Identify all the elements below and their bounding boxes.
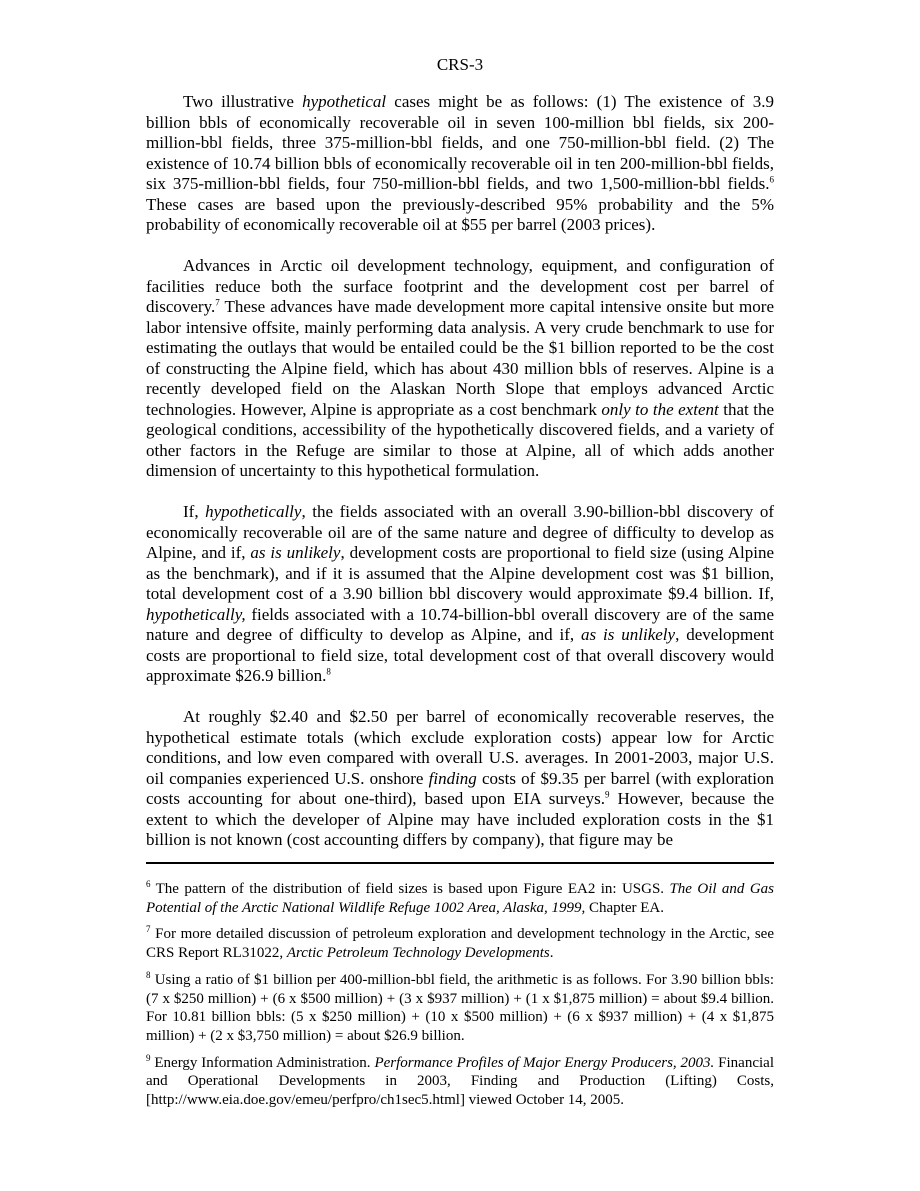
paragraph-2: Advances in Arctic oil development technology, equipment, and configuration of facilities reduce both the surface footprint and the development cost per barrel of discovery.$^7$ These advances have made development more capital intensive onsite but more labor intensive offsite, mainly performing data analysis. A very crude benchmark to use for estimating the outlays that would be entailed could be the $1 billion reported to be the cost of constructing the Alpine field, which has about 430 million bbls of reserves. Alpine is a recently developed field on the Alaskan North Slope that employs advanced Arctic technologies. However, Alpine is appropriate as a cost benchmark only to the extent that the geological conditions, accessibility of the hypothetically discovered fields, and a variety of other factors in the Refuge are similar to those at Alpine, all of which adds another dimension of uncertainty to this hypothetical formulation. (146, 256, 775, 480)
paragraph-1: Two illustrative hypothetical cases might be as follows: (1) The existence of 3.9 billion bbls of economically recoverable oil in seven 100-million bbl fields, six 200-million-bbl fields, three 375-million-bbl fields, and one 750-million-bbl field. (2) The existence of 10.74 billion bbls of economically recoverable oil in ten 200-million-bbl fields, six 375-million-bbl fields, four 750-million-bbl fields, and two 1,500-million-bbl fields.$^6$ These cases are based upon the previously-described 95% probability and the 5% probability of economically recoverable oil at $55 per barrel (2003 prices). (146, 92, 774, 234)
body-text (146, 92, 774, 871)
footnotes (146, 880, 774, 1118)
page-header (0, 55, 920, 75)
paragraph-4: At roughly $2.40 and $2.50 per barrel of economically recoverable reserves, the hypothetical estimate totals (which exclude exploration costs) appear low for Arctic conditions, and low even compared with overall U.S. averages. In 2001-2003, major U.S. oil companies experienced U.S. onshore finding costs of $9.35 per barrel (with exploration costs accounting for about one-third), based upon EIA surveys.$^9$ However, because the extent to which the developer of Alpine may have included exploration costs in the $1 billion is not known (cost accounting differs by company), that figure may be (146, 707, 774, 849)
paragraph-3: If, hypothetically, the fields associated with an overall 3.90-billion-bbl discovery of economically recoverable oil are of the same nature and degree of difficulty to develop as Alpine, and if, as is unlikely, development costs are proportional to field size (using Alpine as the benchmark), and if it is assumed that the Alpine development cost was $1 billion, total development cost of a 3.90 billion bbl discovery would approximate $9.4 billion. If, hypothetically, fields associated with a 10.74-billion-bbl overall discovery are of the same nature and degree of difficulty to develop as Alpine, and if, as is unlikely, development costs are proportional to field size, total development cost of that overall discovery would approximate $26.9 billion.$^8$ (146, 502, 774, 685)
footnote-8: $^8$ Using a ratio of $1 billion per 400-million-bbl field, the arithmetic is as follows. For 3.90 billion bbls: (7 x $250 million) + (6 x $500 million) + (3 x $937 million) + (1 x $1,875 million) = about $9.4 billion. For 10.81 billion bbls: (5 x $250 million) + (10 x $500 million) + (6 x $937 million) + (4 x $1,875 million) + (2 x $3,750 million) = about $26.9 billion. (146, 969, 774, 1044)
footnote-ref-9: 9 (604, 789, 610, 800)
footnote-ref-6: 6 (769, 174, 774, 185)
footnote-ref-7: 7 (215, 297, 220, 308)
page-label: CRS-3 (436, 55, 484, 74)
footnote-6: $^6$ The pattern of the distribution of field sizes is based upon Figure EA2 in: USGS. The Oil and Gas Potential of the Arctic National Wildlife Refuge 1002 Area, Alaska, 1999, Chapter EA. (146, 879, 775, 916)
footnote-ref-8: 8 (326, 666, 331, 677)
footnote-9: $^9$ Energy Information Administration. Performance Profiles of Major Energy Producers, 2003. Financial and Operational Developments in 2003, Finding and Production (Lifting) Costs, [http://www.eia.doe.gov/emeu/perfpro/ch1sec5.html] viewed October 14, 2005. (146, 1052, 774, 1109)
footnote-divider (146, 862, 774, 864)
footnote-7: $^7$ For more detailed discussion of petroleum exploration and development technology in the Arctic, see CRS Report RL31022, Arctic Petroleum Technology Developments. (146, 924, 774, 962)
